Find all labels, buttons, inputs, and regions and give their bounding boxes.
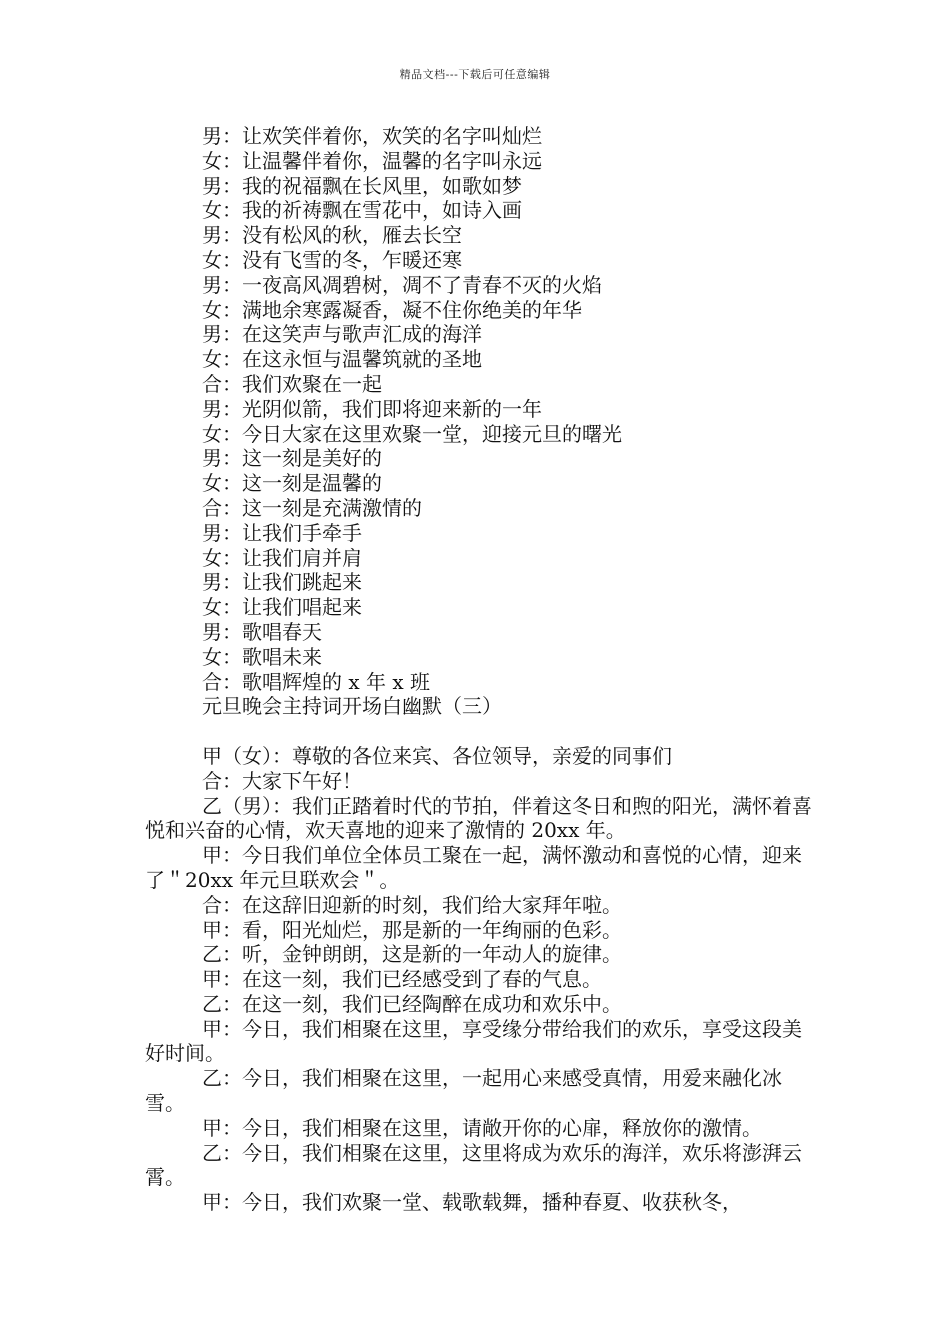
section-title: 元旦晚会主持词开场白幽默（三） bbox=[202, 694, 502, 719]
dialogue-line: 女：今日大家在这里欢聚一堂，迎接元旦的曙光 bbox=[202, 421, 622, 446]
dialogue-line: 合：这一刻是充满激情的 bbox=[202, 495, 422, 520]
dialogue-line: 男：让我们手牵手 bbox=[202, 520, 362, 545]
dialogue-line: 男：一夜高风凋碧树，凋不了青春不灭的火焰 bbox=[202, 272, 602, 297]
paragraph: 甲（女）：尊敬的各位来宾、各位领导，亲爱的同事们 bbox=[202, 743, 672, 768]
dialogue-line: 合：我们欢聚在一起 bbox=[202, 371, 382, 396]
dialogue-line: 男：歌唱春天 bbox=[202, 619, 322, 644]
paragraph: 甲：今日，我们相聚在这里，请敞开你的心扉，释放你的激情。 bbox=[202, 1115, 762, 1140]
paragraph: 甲：今日我们单位全体员工聚在一起，满怀激动和喜悦的心情，迎来了＂20xx 年元旦联欢会＂。 bbox=[145, 843, 802, 892]
paragraph: 合：在这辞旧迎新的时刻，我们给大家拜年啦。 bbox=[202, 892, 622, 917]
dialogue-line: 女：没有飞雪的冬，乍暖还寒 bbox=[202, 247, 462, 272]
dialogue-line: 男：光阴似箭，我们即将迎来新的一年 bbox=[202, 396, 542, 421]
dialogue-line: 女：这一刻是温馨的 bbox=[202, 471, 382, 496]
dialogue-line: 男：让欢笑伴着你，欢笑的名字叫灿烂 bbox=[202, 124, 542, 148]
paragraph: 甲：看，阳光灿烂，那是新的一年绚丽的色彩。 bbox=[202, 917, 622, 942]
paragraph: 乙（男）：我们正踏着时代的节拍，伴着这冬日和煦的阳光，满怀着喜悦和兴奋的心情，欢天喜地的迎来了激情的 20xx 年。 bbox=[145, 793, 812, 843]
paragraph: 合：大家下午好！ bbox=[202, 768, 362, 793]
paragraph: 乙：听，金钟朗朗，这是新的一年动人的旋律。 bbox=[202, 942, 622, 967]
paragraph: 乙：今日，我们相聚在这里，这里将成为欢乐的海洋，欢乐将澎湃云霄。 bbox=[145, 1140, 802, 1190]
paragraph: 乙：在这一刻，我们已经陶醉在成功和欢乐中。 bbox=[202, 991, 622, 1016]
dialogue-line: 女：我的祈祷飘在雪花中，如诗入画 bbox=[202, 198, 522, 223]
dialogue-line: 女：歌唱未来 bbox=[202, 644, 322, 669]
dialogue-line: 男：让我们跳起来 bbox=[202, 570, 362, 595]
dialogue-line: 男：在这笑声与歌声汇成的海洋 bbox=[202, 322, 482, 347]
paragraph: 甲：在这一刻，我们已经感受到了春的气息。 bbox=[202, 967, 602, 992]
document-body bbox=[145, 124, 817, 1215]
dialogue-line: 女：让我们唱起来 bbox=[202, 595, 362, 620]
dialogue-line: 合：歌唱辉煌的 x 年 x 班 bbox=[202, 669, 430, 694]
dialogue-line: 女：让温馨伴着你，温馨的名字叫永远 bbox=[202, 148, 542, 173]
dialogue-line: 女：让我们肩并肩 bbox=[202, 545, 362, 570]
dialogue-line: 女：满地余寒露凝香，凝不住你绝美的年华 bbox=[202, 297, 582, 322]
dialogue-line: 男：我的祝福飘在长风里，如歌如梦 bbox=[202, 173, 522, 198]
dialogue-line: 女：在这永恒与温馨筑就的圣地 bbox=[202, 347, 482, 372]
paragraph: 甲：今日，我们欢聚一堂、载歌载舞，播种春夏、收获秋冬， bbox=[202, 1190, 742, 1215]
page-header: 精品文档---下载后可任意编辑 bbox=[399, 68, 551, 81]
blank-line bbox=[145, 719, 817, 744]
dialogue-line: 男：这一刻是美好的 bbox=[202, 446, 382, 471]
dialogue-line: 男：没有松风的秋，雁去长空 bbox=[202, 223, 462, 248]
paragraph: 乙：今日，我们相聚在这里，一起用心来感受真情，用爱来融化冰雪。 bbox=[145, 1066, 782, 1116]
paragraph: 甲：今日，我们相聚在这里，享受缘分带给我们的欢乐，享受这段美好时间。 bbox=[145, 1016, 802, 1066]
